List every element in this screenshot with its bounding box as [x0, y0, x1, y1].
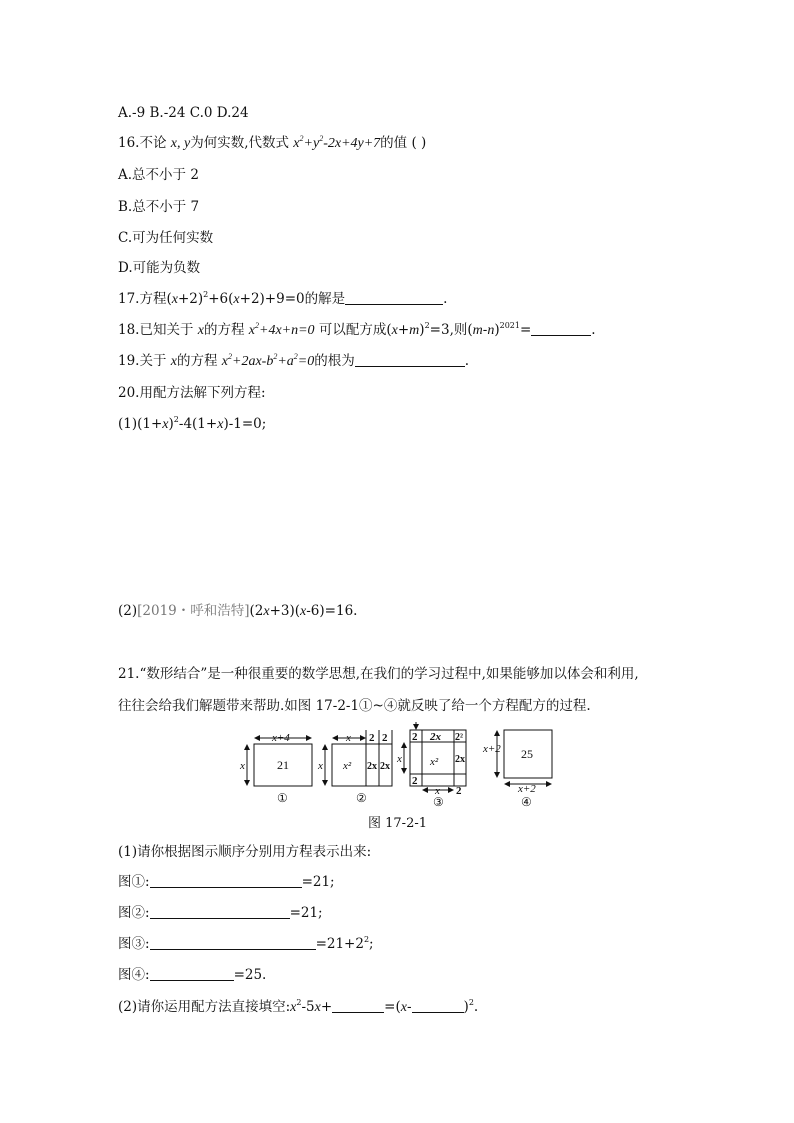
fig3-corner-two-b: 2 [412, 775, 418, 787]
q15-options: A.-9 B.-24 C.0 D.24 [118, 105, 249, 121]
figure-caption: 图 17-2-1 [368, 816, 428, 831]
q19-answer-blank[interactable] [355, 353, 465, 367]
fig2-2x-label-a: 2x [367, 761, 377, 772]
q16-mid: 为何实数,代数式 [190, 135, 294, 151]
q18-stem: 18.已知关于 x的方程 $x^2+4x+n=0$ 可以配方成$(x+m)^2=3$,则$(m-n)^{2021}=$ . [118, 321, 596, 338]
q21-fig3-line: 图③: $=21+2^2$; [118, 935, 374, 952]
q21-fig4-line: 图④: =25. [118, 967, 267, 983]
q19-stem: 19.关于 x的方程 $x^2+2ax-b^2+a^2=0$的根为 . [118, 352, 470, 369]
q21-line2: 往往会给我们解题带来帮助.如图 17-2-1①~④就反映了给一个方程配方的过程. [118, 698, 591, 714]
fig3-side-x: x [397, 753, 402, 765]
fig3-xsq-label: x² [430, 756, 439, 768]
fig3-corner-two-sq: 2² [455, 732, 463, 743]
fig1-area-label: 21 [277, 758, 289, 772]
fig3-circle-label: ③ [433, 795, 444, 808]
fig3-top-2x: 2x [430, 731, 441, 743]
fig2-circle-label: ② [356, 791, 367, 805]
q17-stem: 17.方程$(x+2)^2+6(x+2)+9=0$的解是 . [118, 290, 448, 307]
q20-part1: $(1)(1+x)^2-4(1+x)-1=0$; [118, 415, 267, 432]
q20-title: 20.用配方法解下列方程: [118, 385, 266, 401]
fig3-bottom-two: 2 [456, 785, 462, 797]
fig3-right-2x: 2x [455, 754, 465, 765]
q18-mid1: 的方程 [203, 322, 249, 338]
q16-expression: $x^2+y^2-2x+4y+7$ [293, 134, 381, 151]
fig2-side-label: x [318, 760, 323, 772]
fig4-bottom-label: x+2 [518, 783, 536, 795]
q16-prefix: 16.不论 [118, 135, 171, 151]
q21-line1: 21.“数形结合”是一种很重要的数学思想,在我们的学习过程中,如果能够加以体会和利用, [118, 666, 639, 682]
fig3-answer-blank[interactable] [150, 936, 316, 950]
fig2-top-two-a: 2 [369, 732, 375, 744]
fig1-circle-label: ① [277, 791, 288, 805]
fig4-area-label: 25 [521, 747, 533, 761]
figure-17-2-1 [230, 722, 560, 808]
q20-source: [2019・呼和浩特] [137, 603, 250, 619]
fig4-answer-blank[interactable] [150, 967, 234, 981]
q19-suffix: 的根为 [314, 353, 355, 369]
fig2-2x-label-b: 2x [380, 761, 390, 772]
q17-prefix: 17.方程 [118, 291, 167, 307]
q18-exponent: 2021 [499, 321, 520, 330]
fig4-side-label: x+2 [483, 743, 501, 755]
fig2-top-label: x [346, 732, 351, 744]
q18-answer-blank[interactable] [531, 322, 591, 336]
q18-mid3: ,则 [449, 322, 468, 338]
fig1-answer-blank[interactable] [150, 874, 302, 888]
q20-part2: (2)[2019・呼和浩特](2x+3)(x-6)=16. [118, 603, 358, 619]
fig2-top-two-b: 2 [382, 732, 388, 744]
q21-fig1-line: 图①: =21; [118, 874, 335, 890]
q16-suffix: 的值 ( ) [380, 135, 427, 151]
sub2-blank-1[interactable] [332, 999, 384, 1013]
fig2-answer-blank[interactable] [150, 905, 290, 919]
q19-equation: $x^2+2ax-b^2+a^2=0$ [221, 352, 315, 369]
q16-option-a: A.总不小于 2 [118, 167, 199, 183]
q19-prefix: 19.关于 [118, 353, 171, 369]
fig3-bottom-x: x [435, 785, 440, 797]
q17-equation: $(x+2)^2+6(x+2)+9=0$ [166, 290, 305, 307]
q18-equation: $x^2+4x+n=0$ [248, 321, 315, 338]
fig1-side-label: x [240, 760, 245, 772]
q17-answer-blank[interactable] [345, 291, 443, 305]
fig4-circle-label: ④ [521, 795, 532, 808]
fig2-xsq-label: x² [343, 760, 352, 772]
fig3-corner-two-a: 2 [412, 731, 418, 743]
q18-prefix: 18.已知关于 [118, 322, 198, 338]
q21-sub1: (1)请你根据图示顺序分别用方程表示出来: [118, 844, 372, 860]
sub2-blank-2[interactable] [412, 999, 464, 1013]
fig1-top-label: x+4 [272, 732, 290, 744]
q18-mid2: 可以配方成 [314, 322, 387, 338]
q21-fig2-line: 图②: =21; [118, 905, 323, 921]
q16-stem [118, 134, 426, 153]
q16-option-d: D.可能为负数 [118, 260, 201, 276]
q17-suffix: 的解是 [304, 291, 346, 307]
q21-sub2-line: (2)请你运用配方法直接填空$:x^2-5x+ =(x-$ )$^2$. [118, 998, 479, 1015]
q16-vars: x, y [170, 136, 191, 151]
q16-option-c: C.可为任何实数 [118, 230, 214, 246]
q19-mid: 的方程 [176, 353, 222, 369]
q16-option-b: B.总不小于 7 [118, 199, 200, 215]
